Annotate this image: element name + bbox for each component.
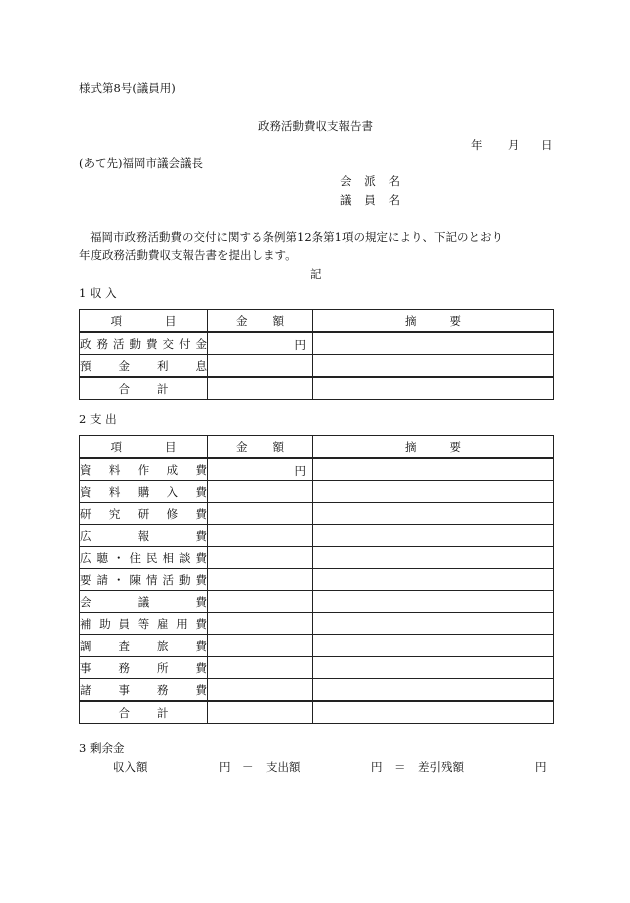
expense-row bbox=[80, 613, 554, 635]
expense-table bbox=[79, 435, 554, 724]
amount-cell[interactable] bbox=[208, 547, 313, 569]
header-item: 項 目 bbox=[80, 310, 208, 333]
member-name-label: 議 員 名 bbox=[340, 193, 400, 207]
faction-name-label: 会 派 名 bbox=[340, 174, 400, 188]
row-item-label: 広 聴 ・ 住 民 相 談 費 bbox=[80, 547, 208, 569]
summary-cell[interactable] bbox=[313, 657, 554, 679]
header-amount: 金 額 bbox=[208, 310, 313, 333]
income-table bbox=[79, 309, 554, 400]
amount-cell[interactable] bbox=[208, 458, 313, 481]
row-item-label: 広 報 費 bbox=[80, 525, 208, 547]
total-label: 合 計 bbox=[80, 701, 208, 724]
remaining-amount-label: 差引残額 bbox=[418, 760, 464, 774]
income-row bbox=[80, 355, 554, 378]
balance-heading: 3 剰余金 bbox=[79, 741, 125, 755]
header-summary: 摘 要 bbox=[313, 436, 554, 459]
amount-cell[interactable] bbox=[208, 525, 313, 547]
expense-row bbox=[80, 679, 554, 702]
summary-cell[interactable] bbox=[313, 458, 554, 481]
equals-sign: ＝ bbox=[394, 760, 406, 774]
expense-total-row bbox=[80, 701, 554, 724]
row-item-label: 事 務 所 費 bbox=[80, 657, 208, 679]
total-amount bbox=[208, 377, 313, 400]
expense-heading: 2 支 出 bbox=[79, 412, 117, 426]
summary-cell[interactable] bbox=[313, 503, 554, 525]
summary-cell[interactable] bbox=[313, 679, 554, 702]
amount-cell[interactable] bbox=[208, 591, 313, 613]
row-item-label: 諸 事 務 費 bbox=[80, 679, 208, 702]
page-title: 政務活動費収支報告書 bbox=[258, 119, 373, 133]
row-item-label: 預 金 利 息 bbox=[80, 355, 208, 378]
amount-cell[interactable] bbox=[208, 355, 313, 378]
row-item-label: 資 料 購 入 費 bbox=[80, 481, 208, 503]
amount-cell[interactable] bbox=[208, 503, 313, 525]
summary-cell[interactable] bbox=[313, 525, 554, 547]
expense-row bbox=[80, 657, 554, 679]
minus-sign: － bbox=[242, 760, 254, 774]
total-amount bbox=[208, 701, 313, 724]
income-header-row bbox=[80, 310, 554, 333]
summary-cell[interactable] bbox=[313, 569, 554, 591]
header-item: 項 目 bbox=[80, 436, 208, 459]
date-year: 年 bbox=[471, 138, 483, 152]
header-summary: 摘 要 bbox=[313, 310, 554, 333]
expense-row bbox=[80, 503, 554, 525]
expense-row bbox=[80, 591, 554, 613]
header-amount: 金 額 bbox=[208, 436, 313, 459]
row-item-label: 資 料 作 成 費 bbox=[80, 458, 208, 481]
row-item-label: 研 究 研 修 費 bbox=[80, 503, 208, 525]
expense-header-row bbox=[80, 436, 554, 459]
income-row bbox=[80, 332, 554, 355]
row-item-label: 会 議 費 bbox=[80, 591, 208, 613]
yen-unit: 円 bbox=[371, 760, 383, 774]
total-summary bbox=[313, 701, 554, 724]
total-summary bbox=[313, 377, 554, 400]
row-item-label: 政 務 活 動 費 交 付 金 bbox=[80, 332, 208, 355]
yen-unit: 円 bbox=[219, 760, 231, 774]
date-day: 日 bbox=[541, 138, 553, 152]
yen-unit: 円 bbox=[294, 464, 306, 478]
row-item-label: 調 査 旅 費 bbox=[80, 635, 208, 657]
addressee: (あて先)福岡市議会議長 bbox=[79, 156, 203, 170]
summary-cell[interactable] bbox=[313, 481, 554, 503]
body-line-1: 福岡市政務活動費の交付に関する条例第12条第1項の規定により、下記のとおり bbox=[90, 230, 503, 244]
expense-row bbox=[80, 635, 554, 657]
expense-row bbox=[80, 458, 554, 481]
summary-cell[interactable] bbox=[313, 547, 554, 569]
row-item-label: 補 助 員 等 雇 用 費 bbox=[80, 613, 208, 635]
body-line-2: 年度政務活動費収支報告書を提出します。 bbox=[79, 248, 297, 262]
income-total-row bbox=[80, 377, 554, 400]
summary-cell[interactable] bbox=[313, 355, 554, 378]
yen-unit: 円 bbox=[294, 338, 306, 352]
summary-cell[interactable] bbox=[313, 613, 554, 635]
summary-cell[interactable] bbox=[313, 591, 554, 613]
expense-row bbox=[80, 481, 554, 503]
total-label: 合 計 bbox=[80, 377, 208, 400]
summary-cell[interactable] bbox=[313, 332, 554, 355]
expense-amount-label: 支出額 bbox=[266, 760, 301, 774]
income-heading: 1 収 入 bbox=[79, 286, 117, 300]
amount-cell[interactable] bbox=[208, 481, 313, 503]
expense-row bbox=[80, 547, 554, 569]
yen-unit: 円 bbox=[535, 760, 547, 774]
amount-cell[interactable] bbox=[208, 332, 313, 355]
income-amount-label: 収入額 bbox=[113, 760, 148, 774]
summary-cell[interactable] bbox=[313, 635, 554, 657]
amount-cell[interactable] bbox=[208, 657, 313, 679]
row-item-label: 要 請 ・ 陳 情 活 動 費 bbox=[80, 569, 208, 591]
amount-cell[interactable] bbox=[208, 569, 313, 591]
expense-row bbox=[80, 525, 554, 547]
expense-row bbox=[80, 569, 554, 591]
form-number: 様式第8号(議員用) bbox=[79, 81, 176, 95]
amount-cell[interactable] bbox=[208, 613, 313, 635]
amount-cell[interactable] bbox=[208, 679, 313, 702]
date-month: 月 bbox=[508, 138, 520, 152]
ki-label: 記 bbox=[310, 267, 322, 281]
amount-cell[interactable] bbox=[208, 635, 313, 657]
